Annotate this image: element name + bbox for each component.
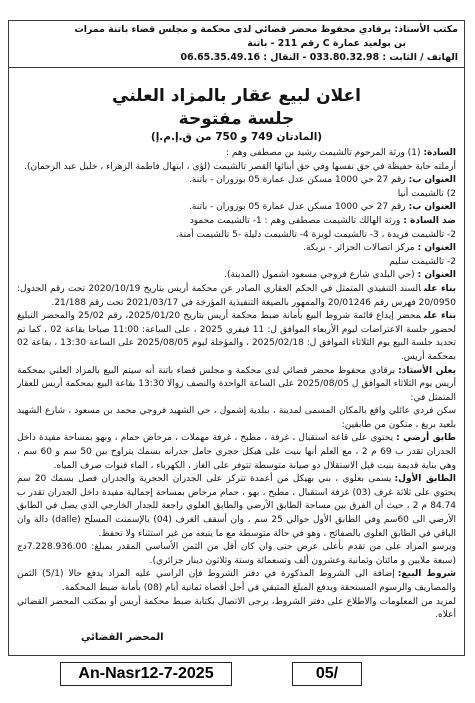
paragraph-text: سكن فردي عائلي واقع بالمكان المسمى لمدينة ، ببلدية إشمول ، حي الشهيد فروجي محمد بن مسعود ، شارع الشهيد بلعيد بريغ ، متكون من طابقين: xyxy=(17,406,456,430)
bailiff-office-header xyxy=(15,23,458,65)
body-paragraph xyxy=(17,229,456,243)
header-divider xyxy=(9,67,464,68)
paragraph-text: مركز اتصالات الجزائر - بريكة. xyxy=(303,243,415,254)
paragraph-text: محضر إيداع قائمة شروط البيع بأمانة ضبط محكمة أريس بتاريخ 2025/01/20، رقم 25/02 والمحضر التبليغ لحضور جلسة الاعتراضات ليوم الأربعاء الموافق ل: 11 فيفري 2025 ، على الساعة: 11:00 صباحا بقاعة 02 ، كما تم تحديد جلسة البيع يوم الثلاثاء الموافق ل: 2025/02/18 ، والمؤجلة ليوم 2025/08/05 على الساعة 13:30 ، بقاعة 02 بمحكمة أريس. xyxy=(17,311,456,362)
body-paragraph xyxy=(17,541,456,568)
body-paragraph xyxy=(17,596,456,623)
body-paragraph xyxy=(17,365,456,406)
body-paragraph xyxy=(17,201,456,215)
paragraph-label: العنوان ب: xyxy=(408,175,456,186)
body-paragraph xyxy=(17,242,456,256)
body-paragraph xyxy=(17,283,456,310)
newspaper-name: An-Nasr xyxy=(78,665,141,682)
office-line: مكتب الأستاذ: برقادي محفوظ محضر قضائي لدى محكمة و مجلس قضاء باتنة ممرات xyxy=(74,24,458,35)
paragraph-label: بناء على xyxy=(423,283,456,294)
body-paragraph xyxy=(17,432,456,473)
paragraph-text: (1) ورثة المرحوم تالشيمت رشيد بن مصطفى وهم : xyxy=(225,148,421,158)
paragraph-text: (حي البلدي شارع فروجي مسعود اشمول (المدينة). xyxy=(224,270,415,281)
edition-date: 12-7-2025 xyxy=(140,665,214,682)
phone-line: الهاتف / الثابت : 033.80.32.98 - النقال : 06.65.35.49.16 xyxy=(180,52,458,63)
body-paragraph xyxy=(17,473,456,541)
paragraph-text: 2- تالشيمت فريدة ، 3- تالشيمت لويزة 4- تالشيمت دليلة -5 تالشيمت أمنة. xyxy=(175,229,456,240)
session-type: جلسة مفتوحة xyxy=(178,109,295,129)
paragraph-text: ورثة الهالك تالشيمت مصطفى وهم : 1- تالشيمت محمود xyxy=(189,215,401,226)
paragraph-text: ويرسو المزاد على من تقدم بأعلى عرض حتى وان كان أقل من الثمن الأساسي المقدر بمبلغ: 7.228.936.00دج (سبعة ملايين و مائتان وثمانية وعشرون ألف وتسعمائة وستة وثلاثون دينار جزائري). xyxy=(17,542,456,566)
paragraph-label: السادة: xyxy=(423,148,456,158)
body-paragraph xyxy=(17,215,456,229)
paragraph-text: يسمى بعلوي ، بني بهيكل من أعمدة تتركز على الجدران الحجرية والجدران فصل بسمك 20 سم يحتوي على ثلاثة غرف (03) غرفة استقبال ، مطبخ ، بهو ، حمام مرحاض بمساحة إجمالية مفيدة داخل الجدران تقدر ب 84.74 م 2 ، حيث أن الفرق بين مساحة الطابق الأرضي والطابق العلوي راجعة للجدار الخارجي الذي يصل في الطابق الأرضي الى 60سم وفي الطابق الأول حوالي 25 سم ، وان أسقف الغرف (04) بالإسمنت المسلح (dalle) دالة وان الباقي في الطابق العلوي بالصفائح ، وهو في حالة متوسطة مع ما يتبعه من غير استثناء ولا تحفظ. xyxy=(17,474,456,539)
newspaper-edition-box xyxy=(60,662,232,686)
paragraph-text: برقادي محفوظ محضر قضائي لدى محكمة و مجلس قضاء باتنة أنه سيتم البيع بالمزاد العلني بمحكمة أريس يوم الثلاثاء الموافق ل 2025/08/05 على الساعة الواحدة والنصف زوالا 13:30 بقاعة البيع بمحكمة أريس للعقار المتمثل في: xyxy=(17,365,456,403)
paragraph-label: يعلن الأستاذ: xyxy=(398,365,456,376)
paragraph-label: العنوان ب: xyxy=(408,202,456,213)
paragraph-text: السند التنفيذي المتمثل في الحكم العقاري الصادر عن محكمة أريس بتاريخ 2020/10/19 تحت رقم الجدول: 20/0950 فهرس رقم 20/01246 والممهور بالصيغة التنفيذية المؤرخة في 2021/03/17 تحت رقم 21/188. xyxy=(17,283,456,308)
body-paragraph xyxy=(17,147,456,161)
legal-articles: (المادتان 749 و 750 من ق.إ.م.إ) xyxy=(150,131,323,143)
body-paragraph xyxy=(17,310,456,364)
paragraph-label: الطابق الأول: xyxy=(394,474,456,485)
paragraph-text: 2) تالشيمت أنيا xyxy=(397,188,456,199)
paragraph-text: أرملته حابة حفيظة في حق نفسها وفي حق أبنائها القصر تالشيمت (لؤي ، ابتهال فاطمة الزهراء ، خليل عبد الرحمان). xyxy=(24,161,456,172)
paragraph-label: بناء على xyxy=(423,311,456,322)
auction-notice xyxy=(8,20,465,656)
paragraph-text: رقم 27 حي 1000 مسكن عدل عمارة 05 بوزوران - باتنة. xyxy=(189,175,406,186)
body-paragraph xyxy=(17,405,456,432)
page-number: 05/ xyxy=(315,665,339,682)
paragraph-label: العنوان : xyxy=(417,270,456,281)
body-paragraph xyxy=(17,256,456,270)
signature: المحضر القضائي xyxy=(81,632,164,643)
paragraph-text: لمزيد من المعلومات والاطلاع على دفتر الشروط، يرجى الاتصال بكتابة ضبط محكمة أريس أو بمكتب المحضر القضائي أعلاه. xyxy=(17,596,456,621)
body-paragraph xyxy=(17,174,456,188)
body-paragraph xyxy=(17,269,456,283)
notice-title: اعلان لبيع عقار بالمزاد العلني xyxy=(112,86,361,106)
paragraph-label: ضد السادة : xyxy=(403,215,456,226)
paragraph-text: 2- تالشيمت سليم xyxy=(389,256,456,267)
address-line: بن بولعيد عمارة C رقم 211 - باتنة xyxy=(247,38,406,49)
body-paragraph xyxy=(17,188,456,202)
page-number-box xyxy=(292,662,362,686)
notice-title-block xyxy=(9,85,464,144)
paragraph-text: إضافة الى الشروط المذكورة في دفتر الشروط فإن الراسي عليه المزاد يدفع حالا (5/1) الثمن والمصاريف والرسوم المستحقة ويدفع المبلغ المتبقي في أجل أقصاه ثمانية أيام (08) بأمانة ضبط المحكمة. xyxy=(17,569,456,593)
paragraph-label: شروط البيع: xyxy=(397,569,456,580)
paragraph-label: طابق أرضي : xyxy=(396,433,456,444)
body-paragraph xyxy=(17,161,456,175)
paragraph-text: يحتوي على قاعة استقبال ، غرفة ، مطبخ ، غرفة مهملات ، مرحاض حمام ، وبهو بمساحة مفيدة داخل الجدران تقدر ب 69 م 2 ، مع العلم أنها بنيت على هيكل حجري حامل جدرانه بسمك يتراوح بين 50 سم و 60 سم ، وهي بناية قديمة بنيت قبل الاستقلال ذو صيانة متوسطة تتوفر على الغاز ، الكهرباء ، الماء قنوات صرف المياه. xyxy=(17,433,456,471)
paragraph-label: العنوان : xyxy=(417,243,456,254)
body-paragraph xyxy=(17,568,456,595)
paragraph-text: رقم 27 حي 1000 مسكن عدل عمارة 05 بوزوران - باتنة. xyxy=(189,202,406,213)
notice-body xyxy=(17,147,456,623)
